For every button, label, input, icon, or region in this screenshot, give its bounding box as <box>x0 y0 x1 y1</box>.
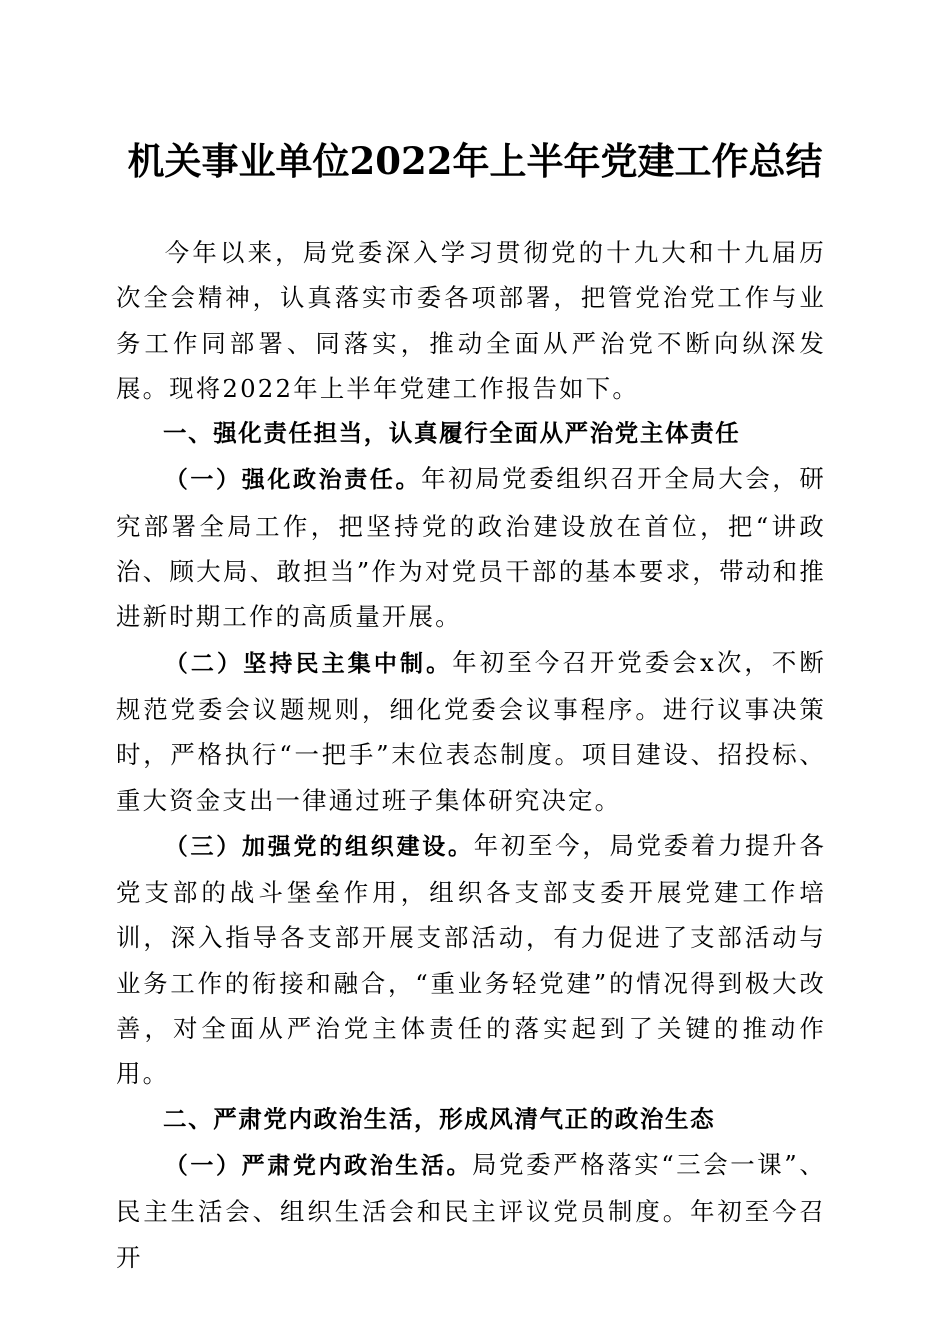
item-text: 年初至今召开党委会x次，不断规范党委会议题规则，细化党委会议事程序。进行议事决策时，严格执行“一把手”末位表态制度。项目建设、招投标、重大资金支出一律通过班子集体研究决定。 <box>116 647 826 815</box>
item-lead: （一）严肃党内政治生活。 <box>164 1152 473 1179</box>
item-text: 局党委严格落实“三会一课”、民主生活会、组织生活会和民主评议党员制度。年初至今召开 <box>116 1149 826 1272</box>
item-text: 年初局党委组织召开全局大会，研究部署全局工作，把坚持党的政治建设放在首位，把“讲政治、顾大局、敢担当”作为对党员干部的基本要求，带动和推进新时期工作的高质量开展。 <box>116 464 826 632</box>
section-1-item-2 <box>116 640 826 823</box>
section-1-item-1 <box>116 456 826 639</box>
section-1-heading: 一、强化责任担当，认真履行全面从严治党主体责任 <box>163 419 741 448</box>
item-text: 年初至今，局党委着力提升各党支部的战斗堡垒作用，组织各支部支委开展党建工作培训，深入指导各支部开展支部活动，有力促进了支部活动与业务工作的衔接和融合，“重业务轻党建”的情况得到极大改善，对全面从严治党主体责任的落实起到了关键的推动作用。 <box>116 830 826 1089</box>
intro-paragraph: 今年以来，局党委深入学习贯彻党的十九大和十九届历次全会精神，认真落实市委各项部署，把管党治党工作与业务工作同部署、同落实，推动全面从严治党不断向纵深发展。现将2022年上半年党建工作报告如下。 <box>116 238 826 403</box>
item-lead: （三）加强党的组织建设。 <box>164 833 474 860</box>
section-2-item-1 <box>116 1142 826 1280</box>
item-lead: （二）坚持民主集中制。 <box>164 650 453 677</box>
document-title: 机关事业单位2022年上半年党建工作总结 <box>127 139 823 183</box>
document-body <box>116 230 826 1280</box>
item-lead: （一）强化政治责任。 <box>164 467 422 494</box>
section-2-heading: 二、严肃党内政治生活，形成风清气正的政治生态 <box>163 1104 716 1133</box>
section-1-item-3 <box>116 823 826 1097</box>
